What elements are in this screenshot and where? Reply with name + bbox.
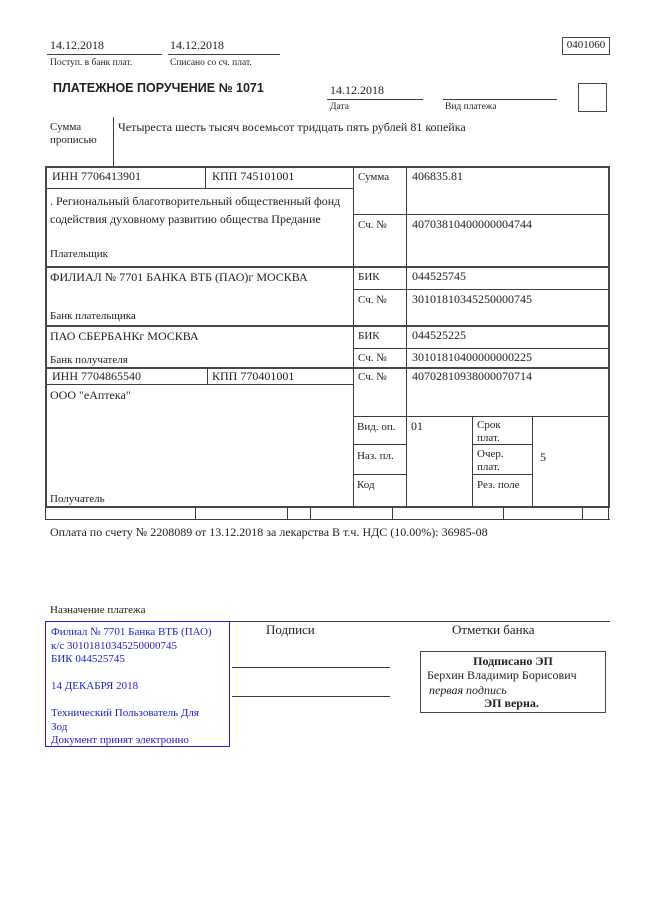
payee-bank-bik-label: БИК — [358, 330, 380, 342]
document-title: ПЛАТЕЖНОЕ ПОРУЧЕНИЕ № 1071 — [53, 81, 264, 95]
payer-bank-label: Банк плательщика — [50, 310, 136, 322]
sum-value: 406835.81 — [412, 169, 463, 183]
bank-note-line: к/с 30101810345250000745 — [51, 639, 178, 652]
amount-words-value: Четыреста шесть тысяч восемьсот тридцать пять рублей 81 копейка — [118, 120, 466, 134]
doc-date: 14.12.2018 — [330, 83, 384, 97]
table-border — [532, 416, 533, 506]
priority-box — [578, 83, 607, 112]
written-off-date-label: Списано со сч. плат. — [170, 58, 252, 68]
table-border — [45, 384, 353, 385]
table-border — [582, 506, 583, 519]
bank-note-line: Зод — [51, 720, 68, 733]
payee-account: 40702810938000070714 — [412, 369, 532, 383]
table-border — [195, 506, 196, 519]
table-border — [45, 325, 610, 327]
table-border — [353, 166, 354, 506]
payee-bank-account-label: Сч. № — [358, 352, 387, 364]
doc-date-underline — [327, 99, 423, 100]
pay-term-label: Срок плат. — [477, 419, 501, 444]
payee-account-label: Сч. № — [358, 371, 387, 383]
payee-kpp: КПП 770401001 — [212, 369, 295, 383]
table-border — [353, 348, 610, 349]
table-border — [205, 166, 206, 188]
table-border — [353, 416, 610, 417]
op-type-label: Вид. оп. — [357, 421, 396, 433]
payee-name: ООО "еАптека" — [50, 388, 131, 402]
payer-bank-account: 30101810345250000745 — [412, 292, 532, 306]
signature-line — [232, 696, 390, 697]
code-label: Код — [357, 479, 375, 491]
payee-inn: ИНН 7704865540 — [52, 369, 141, 383]
sum-label: Сумма — [358, 171, 390, 183]
bank-note-line — [51, 667, 227, 681]
pay-name-label: Наз. пл. — [357, 450, 394, 462]
table-border — [45, 166, 47, 506]
table-border — [472, 474, 532, 475]
bank-note-line: Филиал № 7701 Банка ВТБ (ПАО) — [51, 626, 212, 638]
table-border — [207, 367, 208, 384]
payee-bank-bik: 044525225 — [412, 328, 466, 342]
stamp-signature-kind: первая подпись — [429, 683, 507, 697]
bank-note-line: БИК 044525745 — [51, 653, 125, 665]
purpose-label: Назначение платежа — [50, 604, 146, 616]
table-border — [503, 506, 504, 519]
payer-account-label: Сч. № — [358, 219, 387, 231]
table-border — [392, 506, 393, 519]
stamp-signed-line: Подписано ЭП — [473, 654, 553, 668]
payer-bank-bik-label: БИК — [358, 271, 380, 283]
payment-type-label: Вид платежа — [445, 102, 497, 112]
received-date-underline — [47, 54, 162, 55]
written-off-date-underline — [168, 54, 280, 55]
bank-note-line: Документ принят электронно — [51, 734, 189, 746]
table-border — [45, 188, 353, 189]
stamp-valid-line: ЭП верна. — [484, 696, 539, 710]
op-type-value: 01 — [411, 419, 423, 433]
form-code-box: 0401060 — [562, 37, 610, 55]
table-border — [608, 166, 610, 506]
stamp-signer-name: Берхин Владимир Борисович — [427, 668, 577, 682]
table-border — [45, 506, 610, 508]
payer-label: Плательщик — [50, 248, 108, 260]
purpose-text: Оплата по счету № 2208089 от 13.12.2018 за лекарства В т.ч. НДС (10.00%): 36985-08 — [50, 525, 488, 539]
doc-date-label: Дата — [330, 102, 349, 112]
payer-name: . Региональный благотворительный общественный фонд содействия духовному развитию общества Предание — [50, 194, 341, 226]
table-border — [310, 506, 311, 519]
bank-note-line: Технический Пользователь Для — [51, 707, 199, 719]
payee-bank-label: Банк получателя — [50, 354, 128, 366]
table-border — [353, 214, 610, 215]
table-border — [353, 289, 610, 290]
bank-electronic-note — [51, 626, 227, 748]
table-border — [45, 519, 610, 520]
payer-bank-name: ФИЛИАЛ № 7701 БАНКА ВТБ (ПАО)г МОСКВА — [50, 270, 308, 284]
table-border — [353, 474, 406, 475]
amount-words-divider — [113, 117, 114, 167]
payee-bank-name: ПАО СБЕРБАНКг МОСКВА — [50, 329, 199, 343]
payee-label: Получатель — [50, 493, 105, 505]
table-border — [287, 506, 288, 519]
signature-line — [232, 667, 390, 668]
table-border — [353, 444, 406, 445]
table-border — [608, 506, 609, 519]
payer-bank-account-label: Сч. № — [358, 294, 387, 306]
payee-bank-account: 30101810400000000225 — [412, 350, 532, 364]
payer-bank-bik: 044525745 — [412, 269, 466, 283]
table-border — [45, 506, 46, 519]
signatures-label: Подписи — [266, 622, 315, 637]
table-border — [472, 416, 473, 506]
bank-note-line — [51, 694, 227, 708]
table-border — [45, 166, 610, 168]
payment-type-underline — [443, 99, 557, 100]
table-border — [406, 166, 407, 506]
payer-inn: ИНН 7706413901 — [52, 169, 141, 183]
payer-kpp: КПП 745101001 — [212, 169, 295, 183]
written-off-date: 14.12.2018 — [170, 38, 224, 52]
received-date-label: Поступ. в банк плат. — [50, 58, 133, 68]
pay-order-label: Очер. плат. — [477, 448, 504, 473]
table-border — [45, 266, 610, 268]
payer-account: 40703810400000004744 — [412, 217, 532, 231]
amount-words-label: Сумма прописью — [50, 121, 97, 146]
bank-note-line: 14 ДЕКАБРЯ 2018 — [51, 680, 139, 692]
bank-marks-label: Отметки банка — [452, 622, 535, 637]
pay-order-value: 5 — [540, 450, 546, 464]
reserve-label: Рез. поле — [477, 479, 520, 491]
received-date: 14.12.2018 — [50, 38, 104, 52]
